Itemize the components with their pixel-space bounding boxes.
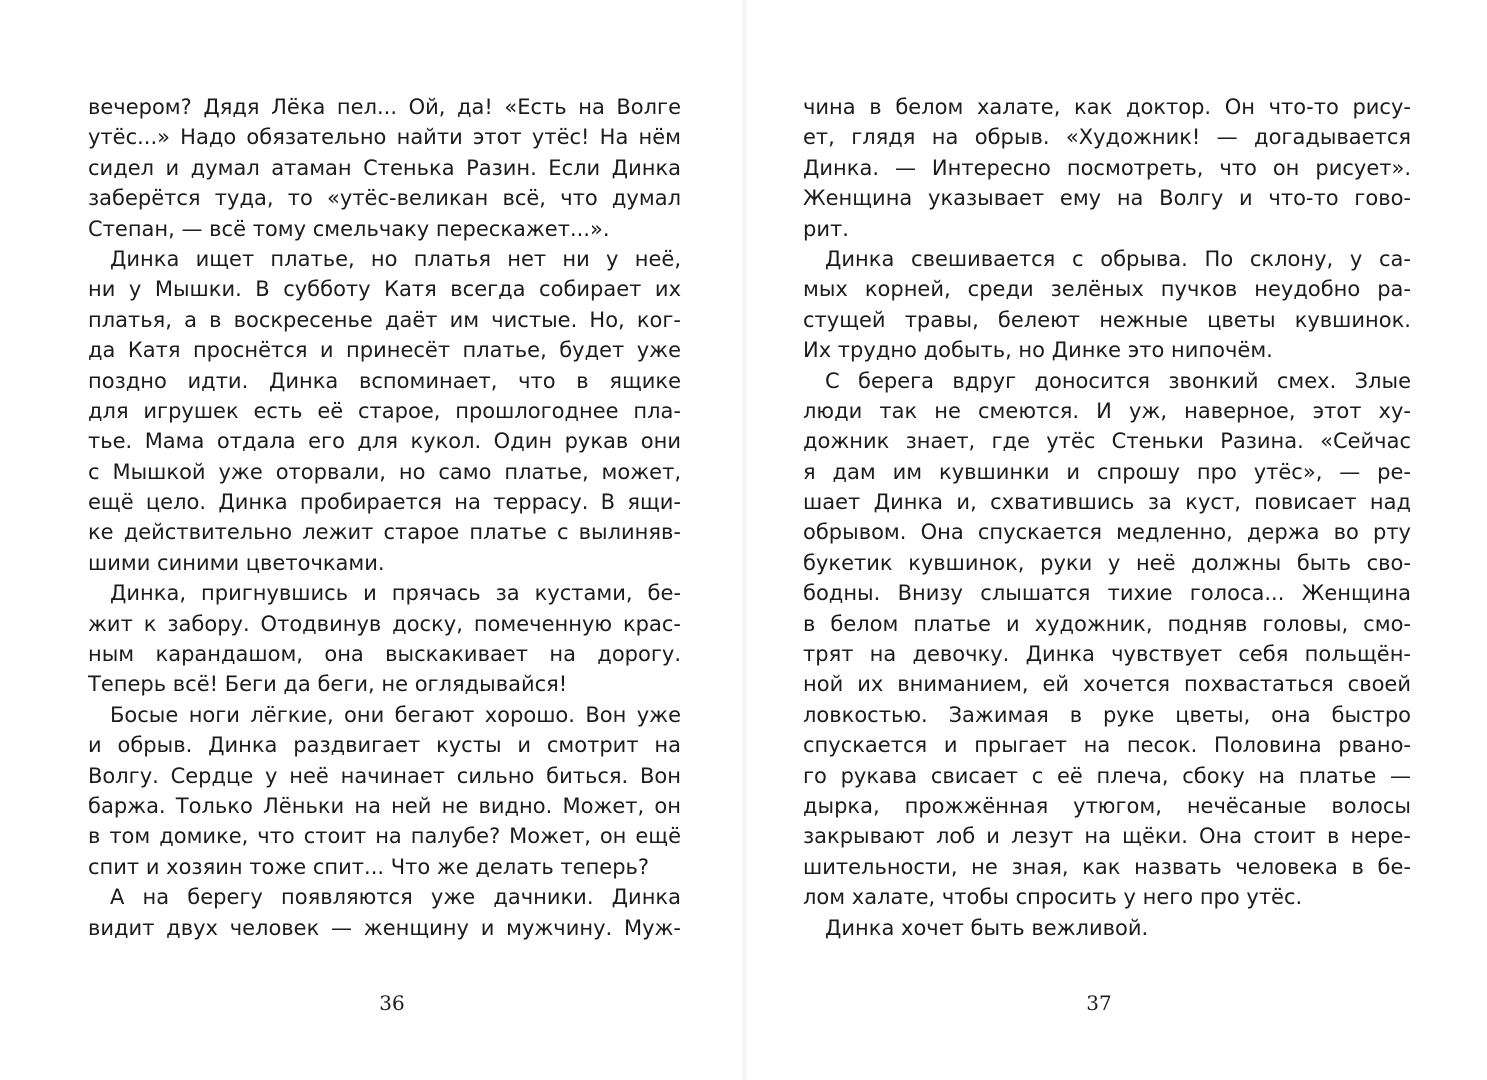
text-line: го рукава свисает с её плеча, сбоку на платье — bbox=[803, 763, 1411, 788]
text-line: с Мышкой уже оторвали, но само платье, может, bbox=[88, 459, 681, 484]
text-line: шительности, не зная, как назвать человека в бе- bbox=[803, 854, 1411, 879]
text-line: поздно идти. Динка вспоминает, что в ящике bbox=[88, 368, 681, 393]
text-line: видит двух человек — женщину и мужчину. Муж- bbox=[88, 915, 681, 940]
text-line: для игрушек есть её старое, прошлогоднее пла- bbox=[88, 398, 681, 423]
text-line: спит и хозяин тоже спит... Что же делать теперь? bbox=[88, 854, 650, 879]
text-line: Босые ноги лёгкие, они бегают хорошо. Вон уже bbox=[110, 702, 681, 727]
text-line: чина в белом халате, как доктор. Он что-то рису- bbox=[803, 95, 1411, 119]
left-page-text bbox=[88, 92, 681, 943]
text-line: ным карандашом, она выскакивает на дорогу. bbox=[88, 642, 681, 667]
text-line: Динка ищет платье, но платья нет ни у неё, bbox=[110, 246, 681, 271]
text-line: Динка, пригнувшись и прячась за кустами, бе- bbox=[110, 581, 681, 606]
text-line: закрывают лоб и лезут на щёки. Она стоит в нере- bbox=[803, 824, 1411, 849]
text-line: рит. bbox=[803, 216, 849, 241]
left-page-number: 36 bbox=[379, 991, 405, 1015]
text-line: вечером? Дядя Лёка пел... Ой, да! «Есть на Волге bbox=[88, 95, 681, 119]
text-line: А на берегу появляются уже дачники. Динка bbox=[110, 885, 681, 910]
text-line: ке действительно лежит старое платье с вылиняв- bbox=[88, 520, 681, 545]
text-line: заберётся туда, то «утёс-великан всё, что думал bbox=[88, 186, 681, 211]
text-line: дожник знает, где утёс Стеньки Разина. «Сейчас bbox=[803, 429, 1411, 454]
text-line: в белом платье и художник, подняв головы, смо- bbox=[803, 611, 1411, 636]
text-line: обрывом. Она спускается медленно, держа во рту bbox=[803, 520, 1411, 545]
text-line: спускается и прыгает на песок. Половина рвано- bbox=[803, 733, 1411, 758]
text-line: утёс...» Надо обязательно найти этот утёс! На нём bbox=[88, 125, 681, 150]
text-line: ещё цело. Динка пробирается на террасу. В ящи- bbox=[88, 490, 681, 515]
text-line: трят на девочку. Динка чувствует себя польщён- bbox=[803, 642, 1411, 667]
text-line: Их трудно добыть, но Динке это нипочём. bbox=[803, 338, 1273, 363]
text-line: Динка хочет быть вежливой. bbox=[825, 915, 1149, 940]
text-line: лом халате, чтобы спросить у него про утёс. bbox=[803, 885, 1303, 910]
text-line: Динка свешивается с обрыва. По склону, у са- bbox=[825, 246, 1411, 271]
text-line: жит к забору. Отодвинув доску, помеченную крас- bbox=[88, 611, 681, 636]
text-line: ловкостью. Зажимая в руке цветы, она быстро bbox=[803, 702, 1411, 727]
text-line: да Катя проснётся и принесёт платье, будет уже bbox=[88, 338, 681, 363]
text-line: и обрыв. Динка раздвигает кусты и смотрит на bbox=[88, 733, 681, 758]
text-line: Теперь всё! Беги да беги, не оглядывайся! bbox=[88, 672, 568, 697]
text-line: Женщина указывает ему на Волгу и что-то гово- bbox=[803, 186, 1411, 211]
text-line: ной их вниманием, ей хочется похвастаться своей bbox=[803, 672, 1411, 697]
text-line: платья, а в воскресенье даёт им чистые. Но, ког- bbox=[88, 307, 681, 332]
text-line: тье. Мама отдала его для кукол. Один рукав они bbox=[88, 429, 681, 454]
text-line: букетик кувшинок, руки у неё должны быть сво- bbox=[803, 550, 1411, 575]
right-page-text bbox=[803, 92, 1411, 943]
text-line: в том домике, что стоит на палубе? Может, он ещё bbox=[88, 824, 681, 849]
text-line: Степан, — всё тому смельчаку перескажет...». bbox=[88, 216, 610, 241]
text-line: мых корней, среди зелёных пучков неудобно ра- bbox=[803, 277, 1411, 302]
text-line: сидел и думал атаман Стенька Разин. Если Динка bbox=[88, 155, 681, 180]
text-line: Волгу. Сердце у неё начинает сильно биться. Вон bbox=[88, 763, 681, 788]
text-line: бодны. Внизу слышатся тихие голоса... Женщина bbox=[803, 581, 1411, 606]
text-line: дырка, прожжённая утюгом, нечёсаные волосы bbox=[803, 793, 1411, 818]
text-line: ет, глядя на обрыв. «Художник! — догадывается bbox=[803, 125, 1411, 150]
text-line: я дам им кувшинки и спрошу про утёс», — ре- bbox=[803, 459, 1411, 484]
text-line: баржа. Только Лёньки на ней не видно. Может, он bbox=[88, 793, 681, 818]
text-line: люди так не смеются. И уж, наверное, этот ху- bbox=[803, 398, 1411, 423]
text-line: ни у Мышки. В субботу Катя всегда собирает их bbox=[88, 277, 681, 302]
text-line: стущей травы, белеют нежные цветы кувшинок. bbox=[803, 307, 1411, 332]
right-page bbox=[744, 0, 1487, 1080]
right-page-number: 37 bbox=[1086, 991, 1112, 1015]
text-line: шими синими цветочками. bbox=[88, 550, 385, 575]
text-line: С берега вдруг доносится звонкий смех. Злые bbox=[825, 368, 1411, 393]
text-line: шает Динка и, схватившись за куст, повисает над bbox=[803, 490, 1411, 515]
text-line: Динка. — Интересно посмотреть, что он рисует». bbox=[803, 155, 1411, 180]
